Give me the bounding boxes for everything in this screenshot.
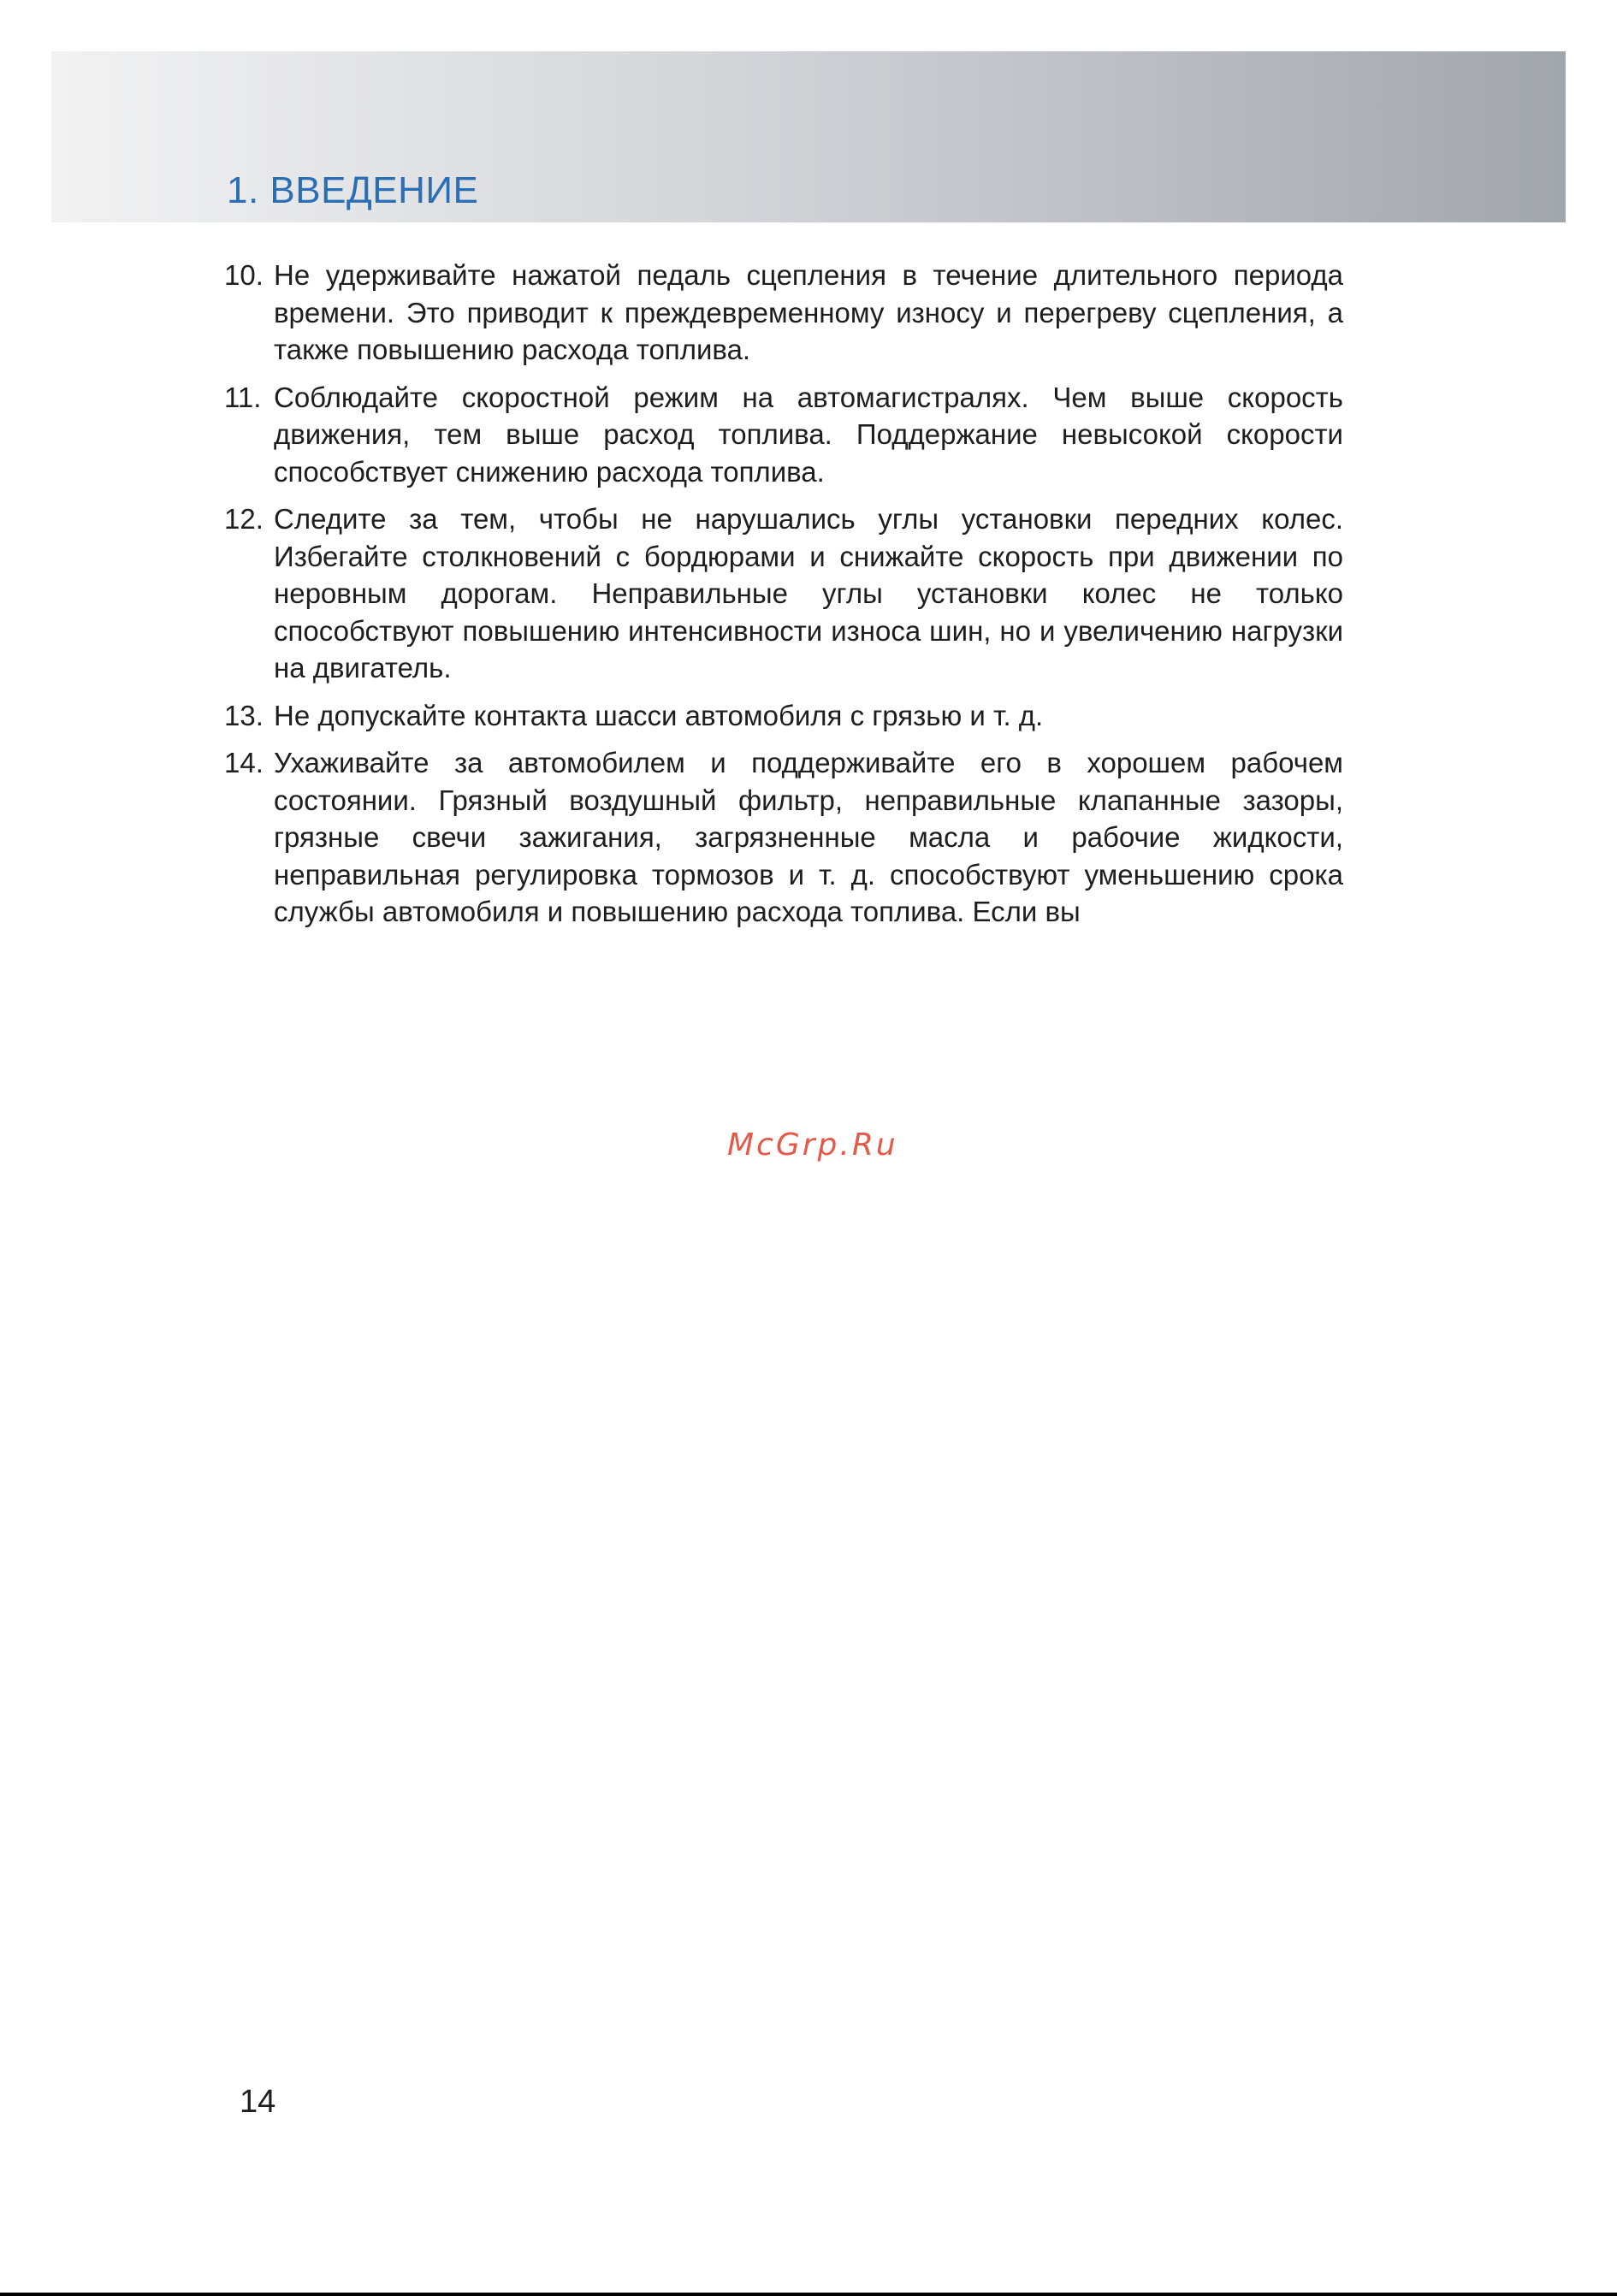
list-item-number: 11. xyxy=(224,381,262,413)
section-title: 1. ВВЕДЕНИЕ xyxy=(227,169,479,211)
list-item xyxy=(224,697,1343,735)
list-item-text: Следите за тем, чтобы не нарушались углы установки передних колес. Избегайте столкновений с бордюрами и снижайте скорость при движении по неровным дорогам. Неправильные углы установки колес не только способствуют повышению интенсивности износа шин, но и увеличению нагрузки на двигатель. xyxy=(274,503,1343,683)
page-number: 14 xyxy=(240,2084,276,2120)
list-item-text: Соблюдайте скоростной режим на автомагистралях. Чем выше скорость движения, тем выше расход топлива. Поддержание невысокой скорости способствует снижению расхода топлива. xyxy=(274,381,1343,488)
list-item-text: Ухаживайте за автомобилем и поддерживайте его в хорошем рабочем состоянии. Грязный воздушный фильтр, неправильные клапанные зазоры, грязные свечи зажигания, загрязненные масла и рабочие жидкости, неправильная регулировка тормозов и т. д. способствуют уменьшению срока службы автомобиля и повышению расхода топлива. Если вы xyxy=(274,747,1343,927)
list-item-text: Не удерживайте нажатой педаль сцепления в течение длительного периода времени. Это приводит к преждевременному износу и перегреву сцепления, а также повышению расхода топлива. xyxy=(274,259,1343,365)
watermark: McGrp.Ru xyxy=(727,1127,898,1163)
list-item-number: 10. xyxy=(224,259,264,291)
list-item-text: Не допускайте контакта шасси автомобиля с грязью и т. д. xyxy=(274,699,1044,731)
list-item xyxy=(224,744,1343,931)
bottom-rule xyxy=(0,2293,1617,2296)
list-item xyxy=(224,257,1343,369)
list-item-number: 14. xyxy=(224,747,264,778)
list-item xyxy=(224,500,1343,687)
numbered-list xyxy=(224,257,1343,941)
list-item-number: 12. xyxy=(224,503,264,535)
list-item-number: 13. xyxy=(224,699,264,731)
list-item xyxy=(224,379,1343,491)
